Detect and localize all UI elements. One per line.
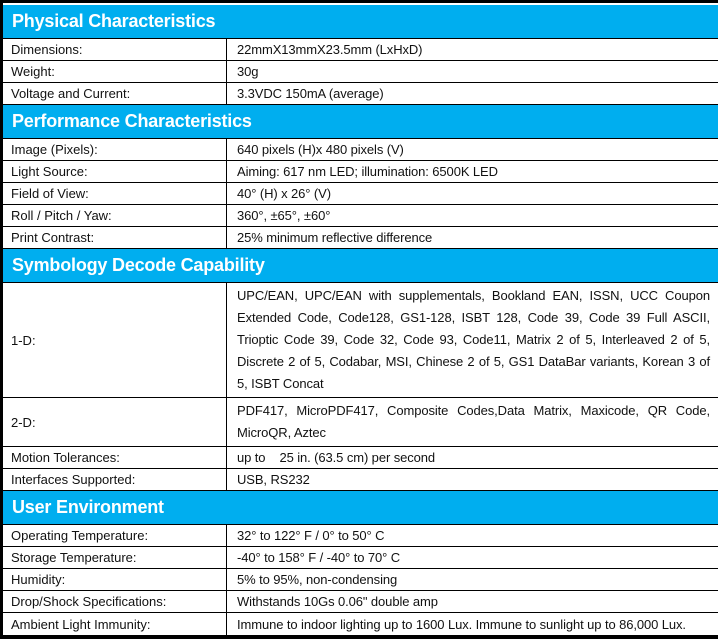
table-row bbox=[3, 183, 718, 205]
row-label: Weight: bbox=[3, 61, 227, 82]
table-row bbox=[3, 139, 718, 161]
row-label: Operating Temperature: bbox=[3, 525, 227, 546]
row-label: Interfaces Supported: bbox=[3, 469, 227, 490]
row-label: Roll / Pitch / Yaw: bbox=[3, 205, 227, 226]
section-title: Physical Characteristics bbox=[12, 11, 216, 31]
row-value: 360°, ±65°, ±60° bbox=[237, 208, 331, 223]
section-header-band bbox=[3, 249, 718, 283]
table-row bbox=[3, 39, 718, 61]
row-value: 30g bbox=[237, 64, 259, 79]
table-row bbox=[3, 283, 718, 398]
row-value: 5% to 95%, non-condensing bbox=[237, 572, 398, 587]
section-title: Performance Characteristics bbox=[12, 111, 252, 131]
row-value: up to 25 in. (63.5 cm) per second bbox=[237, 450, 436, 465]
row-label: Drop/Shock Specifications: bbox=[3, 591, 227, 612]
row-value: Immune to indoor lighting up to 1600 Lux. Immune to sunlight up to 86,000 Lux. bbox=[237, 616, 686, 632]
table-row bbox=[3, 547, 718, 569]
table-row bbox=[3, 161, 718, 183]
section-title: Symbology Decode Capability bbox=[12, 255, 265, 275]
row-value: UPC/EAN, UPC/EAN with supplementals, Bookland EAN, ISSN, UCC Coupon Extended Code, Code128, GS1-128, ISBT 128, Code 39, Code 39 Full ASCII, Trioptic Code 39, Code 32, Code 93, Code11, Matrix 2 of 5, Interleaved 2 of 5, Discrete 2 of 5, Codabar, MSI, Chinese 2 of 5, GS1 DataBar variants, Korean 3 of 5, ISBT Concat bbox=[237, 288, 710, 391]
row-value: PDF417, MicroPDF417, Composite Codes,Data Matrix, Maxicode, QR Code, MicroQR, Aztec bbox=[237, 403, 710, 440]
table-row bbox=[3, 61, 718, 83]
row-value: 22mmX13mmX23.5mm (LxHxD) bbox=[237, 42, 423, 57]
row-value: Withstands 10Gs 0.06" double amp bbox=[237, 594, 438, 609]
table-row bbox=[3, 525, 718, 547]
row-value: 40° (H) x 26° (V) bbox=[237, 186, 331, 201]
row-label: Humidity: bbox=[3, 569, 227, 590]
row-label: Ambient Light Immunity: bbox=[3, 613, 227, 635]
section-title: User Environment bbox=[12, 497, 164, 517]
row-value: Aiming: 617 nm LED; illumination: 6500K LED bbox=[237, 164, 498, 179]
table-row bbox=[3, 227, 718, 249]
section-header-band bbox=[3, 5, 718, 39]
row-label: Image (Pixels): bbox=[3, 139, 227, 160]
table-row bbox=[3, 205, 718, 227]
row-value: 32° to 122° F / 0° to 50° C bbox=[237, 528, 385, 543]
row-label: Voltage and Current: bbox=[3, 83, 227, 104]
row-label: Storage Temperature: bbox=[3, 547, 227, 568]
table-row bbox=[3, 613, 718, 635]
table-row bbox=[3, 569, 718, 591]
row-label: Motion Tolerances: bbox=[3, 447, 227, 468]
row-label: Dimensions: bbox=[3, 39, 227, 60]
section-header-band bbox=[3, 105, 718, 139]
row-value: 25% minimum reflective difference bbox=[237, 230, 433, 245]
row-value: USB, RS232 bbox=[237, 472, 310, 487]
table-row bbox=[3, 447, 718, 469]
table-row bbox=[3, 398, 718, 447]
table-row bbox=[3, 83, 718, 105]
row-value: 3.3VDC 150mA (average) bbox=[237, 86, 384, 101]
table-row bbox=[3, 591, 718, 613]
table-row bbox=[3, 469, 718, 491]
row-value: 640 pixels (H)x 480 pixels (V) bbox=[237, 142, 404, 157]
row-label: Field of View: bbox=[3, 183, 227, 204]
row-value: -40° to 158° F / -40° to 70° C bbox=[237, 550, 401, 565]
row-label: Light Source: bbox=[3, 161, 227, 182]
section-header-band bbox=[3, 491, 718, 525]
row-label: 2-D: bbox=[3, 398, 227, 446]
row-label: Print Contrast: bbox=[3, 227, 227, 248]
row-label: 1-D: bbox=[3, 283, 227, 397]
